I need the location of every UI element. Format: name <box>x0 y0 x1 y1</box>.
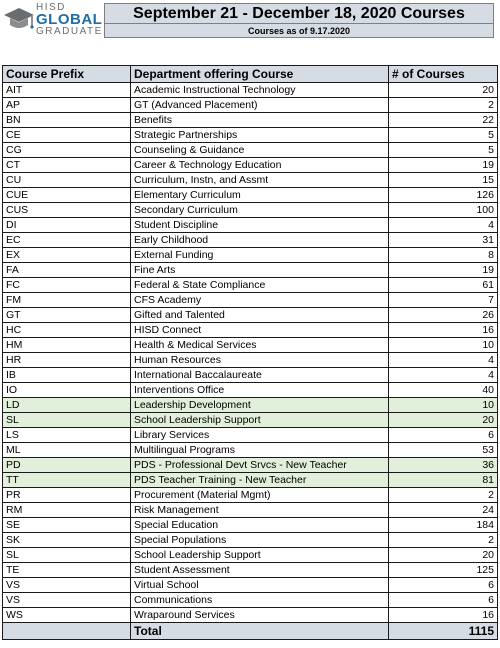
cell-department: Counseling & Guidance <box>131 143 389 158</box>
table-row <box>3 248 498 263</box>
cell-department: Strategic Partnerships <box>131 128 389 143</box>
total-cell-prefix <box>3 623 131 640</box>
cell-department: Multilingual Programs <box>131 443 389 458</box>
cell-department: GT (Advanced Placement) <box>131 98 389 113</box>
table-row <box>3 548 498 563</box>
cell-department: Benefits <box>131 113 389 128</box>
cell-count: 20 <box>389 413 498 428</box>
table-row <box>3 533 498 548</box>
table-row <box>3 503 498 518</box>
cell-prefix: CE <box>3 128 131 143</box>
logo-text-hisd: HISD <box>36 2 66 13</box>
cell-department: Procurement (Material Mgmt) <box>131 488 389 503</box>
cell-count: 100 <box>389 203 498 218</box>
cell-count: 184 <box>389 518 498 533</box>
table-header-row <box>3 66 498 83</box>
cell-count: 22 <box>389 113 498 128</box>
cell-department: Elementary Curriculum <box>131 188 389 203</box>
cell-count: 126 <box>389 188 498 203</box>
cell-department: PDS Teacher Training - New Teacher <box>131 473 389 488</box>
cell-department: Federal & State Compliance <box>131 278 389 293</box>
cell-count: 7 <box>389 293 498 308</box>
cell-department: Academic Instructional Technology <box>131 83 389 98</box>
table-row <box>3 608 498 623</box>
cell-department: Library Services <box>131 428 389 443</box>
logo-text-graduate: GRADUATE <box>36 26 103 37</box>
cell-prefix: CU <box>3 173 131 188</box>
table-row <box>3 143 498 158</box>
cell-prefix: BN <box>3 113 131 128</box>
table-row <box>3 578 498 593</box>
cell-count: 6 <box>389 593 498 608</box>
cell-prefix: TE <box>3 563 131 578</box>
cell-department: Interventions Office <box>131 383 389 398</box>
cell-prefix: WS <box>3 608 131 623</box>
cell-count: 4 <box>389 368 498 383</box>
total-count: 1115 <box>389 623 498 640</box>
cell-count: 20 <box>389 548 498 563</box>
cell-prefix: CUS <box>3 203 131 218</box>
total-row <box>3 623 498 640</box>
table-row <box>3 308 498 323</box>
cell-department: International Baccalaureate <box>131 368 389 383</box>
cell-prefix: SK <box>3 533 131 548</box>
cell-count: 31 <box>389 233 498 248</box>
table-row <box>3 278 498 293</box>
table-row <box>3 563 498 578</box>
cell-count: 15 <box>389 173 498 188</box>
cell-count: 2 <box>389 488 498 503</box>
cell-prefix: CT <box>3 158 131 173</box>
cell-department: Virtual School <box>131 578 389 593</box>
cell-prefix: SL <box>3 413 131 428</box>
cell-count: 4 <box>389 218 498 233</box>
cell-count: 10 <box>389 398 498 413</box>
cell-prefix: ML <box>3 443 131 458</box>
table-row <box>3 323 498 338</box>
cell-prefix: TT <box>3 473 131 488</box>
cell-prefix: VS <box>3 593 131 608</box>
cell-count: 4 <box>389 353 498 368</box>
cell-count: 16 <box>389 608 498 623</box>
cell-department: Early Childhood <box>131 233 389 248</box>
cell-department: Student Assessment <box>131 563 389 578</box>
table-row <box>3 338 498 353</box>
cell-prefix: LD <box>3 398 131 413</box>
cell-department: Health & Medical Services <box>131 338 389 353</box>
cell-department: Wraparound Services <box>131 608 389 623</box>
cell-prefix: IB <box>3 368 131 383</box>
cell-count: 125 <box>389 563 498 578</box>
table-row <box>3 368 498 383</box>
cell-count: 6 <box>389 578 498 593</box>
cell-prefix: EX <box>3 248 131 263</box>
table-row <box>3 473 498 488</box>
cell-count: 5 <box>389 128 498 143</box>
cell-prefix: PD <box>3 458 131 473</box>
cell-count: 24 <box>389 503 498 518</box>
table-row <box>3 233 498 248</box>
table-row <box>3 488 498 503</box>
cell-prefix: AIT <box>3 83 131 98</box>
table-row <box>3 383 498 398</box>
cell-prefix: FC <box>3 278 131 293</box>
table-row <box>3 83 498 98</box>
hisd-logo <box>3 2 103 38</box>
cell-prefix: HM <box>3 338 131 353</box>
cell-department: Communications <box>131 593 389 608</box>
cell-department: External Funding <box>131 248 389 263</box>
table-row <box>3 593 498 608</box>
cell-count: 8 <box>389 248 498 263</box>
table-row <box>3 173 498 188</box>
cell-prefix: HR <box>3 353 131 368</box>
table-row <box>3 188 498 203</box>
cell-prefix: PR <box>3 488 131 503</box>
cell-department: Special Populations <box>131 533 389 548</box>
cell-prefix: VS <box>3 578 131 593</box>
cell-count: 53 <box>389 443 498 458</box>
cell-department: Human Resources <box>131 353 389 368</box>
cell-department: Fine Arts <box>131 263 389 278</box>
table-row <box>3 203 498 218</box>
column-header-prefix: Course Prefix <box>3 66 131 83</box>
cell-department: Leadership Development <box>131 398 389 413</box>
cell-count: 20 <box>389 83 498 98</box>
table-row <box>3 128 498 143</box>
page-title: September 21 - December 18, 2020 Courses <box>104 3 494 24</box>
cell-department: Secondary Curriculum <box>131 203 389 218</box>
cell-prefix: HC <box>3 323 131 338</box>
cell-count: 40 <box>389 383 498 398</box>
table-row <box>3 113 498 128</box>
cell-count: 2 <box>389 98 498 113</box>
total-label: Total <box>131 623 389 640</box>
table-row <box>3 263 498 278</box>
cell-department: Special Education <box>131 518 389 533</box>
table-row <box>3 443 498 458</box>
table-row <box>3 158 498 173</box>
cell-count: 19 <box>389 263 498 278</box>
cell-department: School Leadership Support <box>131 413 389 428</box>
page-header <box>0 0 500 40</box>
cell-prefix: SL <box>3 548 131 563</box>
cell-prefix: FA <box>3 263 131 278</box>
cell-prefix: DI <box>3 218 131 233</box>
cell-count: 36 <box>389 458 498 473</box>
graduation-cap-icon <box>3 6 35 36</box>
cell-count: 61 <box>389 278 498 293</box>
cell-department: Career & Technology Education <box>131 158 389 173</box>
table-row <box>3 353 498 368</box>
column-header-count: # of Courses <box>389 66 498 83</box>
cell-department: PDS - Professional Devt Srvcs - New Teacher <box>131 458 389 473</box>
cell-prefix: EC <box>3 233 131 248</box>
cell-count: 5 <box>389 143 498 158</box>
cell-prefix: RM <box>3 503 131 518</box>
cell-prefix: CG <box>3 143 131 158</box>
courses-table <box>2 65 498 640</box>
cell-department: Risk Management <box>131 503 389 518</box>
cell-prefix: GT <box>3 308 131 323</box>
table-row <box>3 458 498 473</box>
cell-department: Curriculum, Instn, and Assmt <box>131 173 389 188</box>
cell-count: 26 <box>389 308 498 323</box>
table-row <box>3 518 498 533</box>
cell-count: 16 <box>389 323 498 338</box>
logo-text-global: GLOBAL <box>36 11 103 28</box>
table-row <box>3 428 498 443</box>
cell-count: 10 <box>389 338 498 353</box>
cell-department: CFS Academy <box>131 293 389 308</box>
cell-prefix: LS <box>3 428 131 443</box>
page-subtitle: Courses as of 9.17.2020 <box>104 24 494 38</box>
table-row <box>3 98 498 113</box>
cell-prefix: IO <box>3 383 131 398</box>
cell-department: Student Discipline <box>131 218 389 233</box>
table-row <box>3 293 498 308</box>
cell-count: 19 <box>389 158 498 173</box>
cell-department: School Leadership Support <box>131 548 389 563</box>
table-row <box>3 413 498 428</box>
table-row <box>3 218 498 233</box>
cell-count: 2 <box>389 533 498 548</box>
cell-prefix: FM <box>3 293 131 308</box>
cell-department: Gifted and Talented <box>131 308 389 323</box>
cell-prefix: AP <box>3 98 131 113</box>
cell-count: 81 <box>389 473 498 488</box>
cell-department: HISD Connect <box>131 323 389 338</box>
table-row <box>3 398 498 413</box>
column-header-department: Department offering Course <box>131 66 389 83</box>
cell-prefix: CUE <box>3 188 131 203</box>
cell-prefix: SE <box>3 518 131 533</box>
cell-count: 6 <box>389 428 498 443</box>
